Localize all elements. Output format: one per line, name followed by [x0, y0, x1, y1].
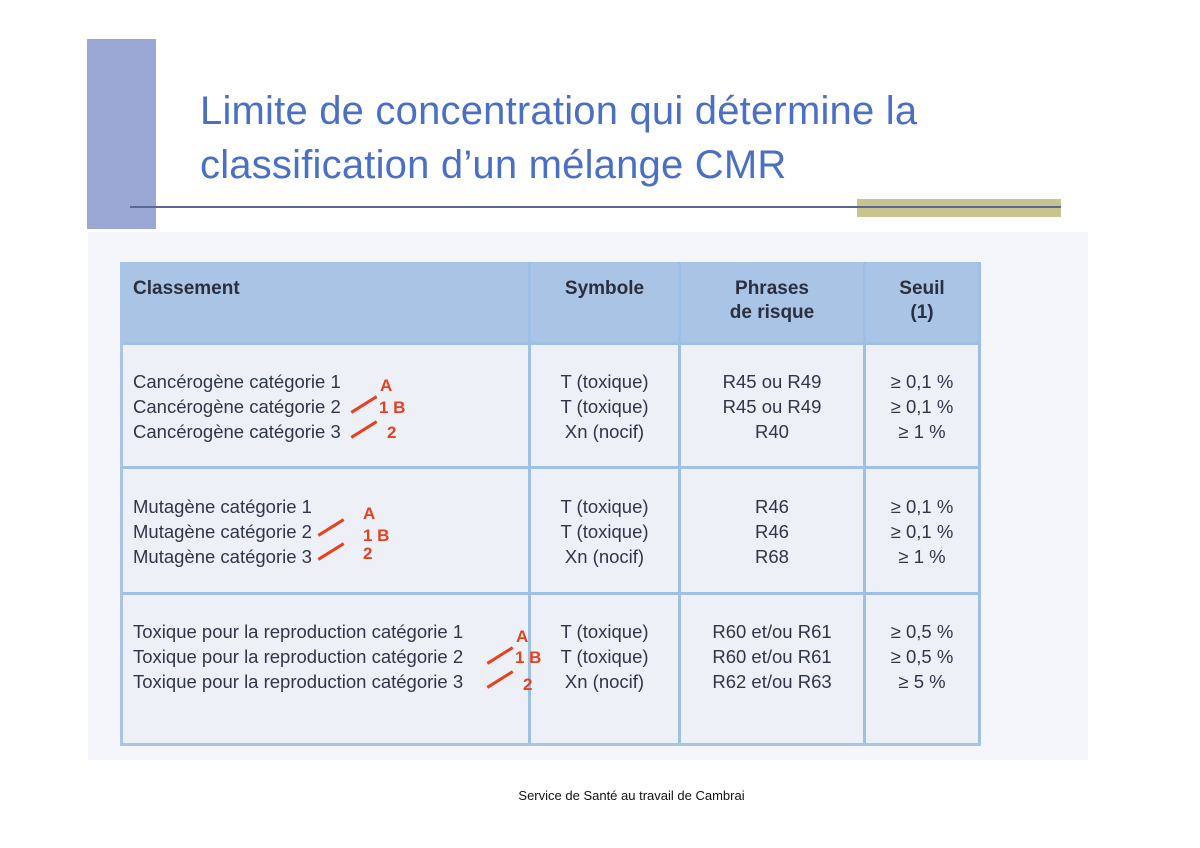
table-cell: Xn (nocif): [564, 671, 645, 692]
table-cell: ≥ 1 %: [898, 546, 946, 567]
classification-table: [120, 262, 981, 746]
table-cell: T (toxique): [560, 621, 649, 642]
group-1-seuil: [866, 369, 978, 444]
header-seuil-line2: (1): [910, 302, 934, 323]
header-phrases-line1: Phrases: [735, 278, 809, 299]
title-line-2: classification d’un mélange CMR: [200, 143, 787, 187]
table-cell: R45 ou R49: [722, 396, 822, 417]
annotation-category-new: 2: [387, 423, 397, 442]
strike-through-mark: [317, 518, 344, 536]
table-cell: Cancérogène catégorie 2: [133, 396, 341, 417]
annotation-category-new: A: [363, 504, 376, 523]
table-cell: R46: [755, 521, 789, 542]
title-line-1: Limite de concentration qui détermine la: [200, 89, 918, 133]
table-cell: T (toxique): [560, 646, 649, 667]
strike-through-mark: [350, 395, 377, 413]
group-3-phrases: [681, 619, 863, 694]
table-cell: ≥ 1 %: [898, 421, 946, 442]
table-cell: ≥ 0,1 %: [890, 521, 954, 542]
group-3-classement: [133, 619, 463, 694]
table-cell: R60 et/ou R61: [712, 621, 832, 642]
annotation-category-new: A: [380, 376, 393, 395]
table-cell: T (toxique): [560, 396, 649, 417]
annotation-category-new: 1 B: [515, 648, 542, 667]
table-cell: ≥ 0,5 %: [890, 621, 954, 642]
table-cell: Mutagène catégorie 2: [133, 521, 312, 542]
table-cell: Xn (nocif): [564, 421, 645, 442]
table-cell: Cancérogène catégorie 1: [133, 371, 341, 392]
table-cell: Toxique pour la reproduction catégorie 1: [133, 621, 464, 642]
group-2-symbole: [531, 494, 678, 569]
slide-footer: Service de Santé au travail de Cambrai: [518, 788, 745, 803]
group-1-classement: [133, 369, 341, 444]
header-phrases: [681, 277, 863, 325]
table-cell: Mutagène catégorie 1: [133, 496, 312, 517]
strike-through-mark: [350, 420, 377, 438]
strike-through-mark: [486, 670, 513, 688]
table-cell: R46: [755, 496, 789, 517]
group-3-seuil: [866, 619, 978, 694]
table-cell: Mutagène catégorie 3: [133, 546, 312, 567]
header-classement: Classement: [133, 278, 240, 299]
table-cell: Xn (nocif): [564, 546, 645, 567]
table-cell: R45 ou R49: [722, 371, 822, 392]
row-divider: [123, 466, 981, 469]
header-phrases-line2: de risque: [729, 302, 815, 323]
row-divider: [123, 592, 981, 595]
strike-through-mark: [486, 646, 513, 664]
table-cell: R40: [755, 421, 789, 442]
table-cell: ≥ 0,1 %: [890, 496, 954, 517]
title-underline-accent: [857, 199, 1061, 217]
strike-through-mark: [317, 542, 344, 560]
annotation-category-new: A: [516, 627, 529, 646]
column-divider: [978, 262, 981, 743]
table-cell: Toxique pour la reproduction catégorie 2: [133, 646, 464, 667]
table-cell: ≥ 5 %: [898, 671, 946, 692]
header-seuil-line1: Seuil: [899, 278, 945, 299]
annotation-category-new: 1 B: [379, 398, 406, 417]
table-cell: T (toxique): [560, 496, 649, 517]
table-cell: T (toxique): [560, 371, 649, 392]
header-symbole: Symbole: [564, 278, 645, 299]
slide-title: [200, 84, 1100, 192]
table-cell: R68: [755, 546, 789, 567]
group-2-classement: [133, 494, 312, 569]
table-cell: ≥ 0,5 %: [890, 646, 954, 667]
table-cell: ≥ 0,1 %: [890, 396, 954, 417]
annotation-category-new: 2: [363, 544, 373, 563]
table-cell: Toxique pour la reproduction catégorie 3: [133, 671, 464, 692]
group-3-symbole: [531, 619, 678, 694]
group-1-phrases: [681, 369, 863, 444]
group-2-seuil: [866, 494, 978, 569]
annotation-category-new: 2: [523, 675, 533, 694]
header-seuil: [866, 277, 978, 325]
table-cell: Cancérogène catégorie 3: [133, 421, 341, 442]
slide-accent-bar: [87, 39, 156, 229]
group-2-phrases: [681, 494, 863, 569]
group-1-symbole: [531, 369, 678, 444]
annotation-category-new: 1 B: [363, 526, 390, 545]
table-cell: T (toxique): [560, 521, 649, 542]
table-cell: ≥ 0,1 %: [890, 371, 954, 392]
table-cell: R60 et/ou R61: [712, 646, 832, 667]
table-cell: R62 et/ou R63: [712, 671, 832, 692]
row-divider: [123, 342, 981, 345]
